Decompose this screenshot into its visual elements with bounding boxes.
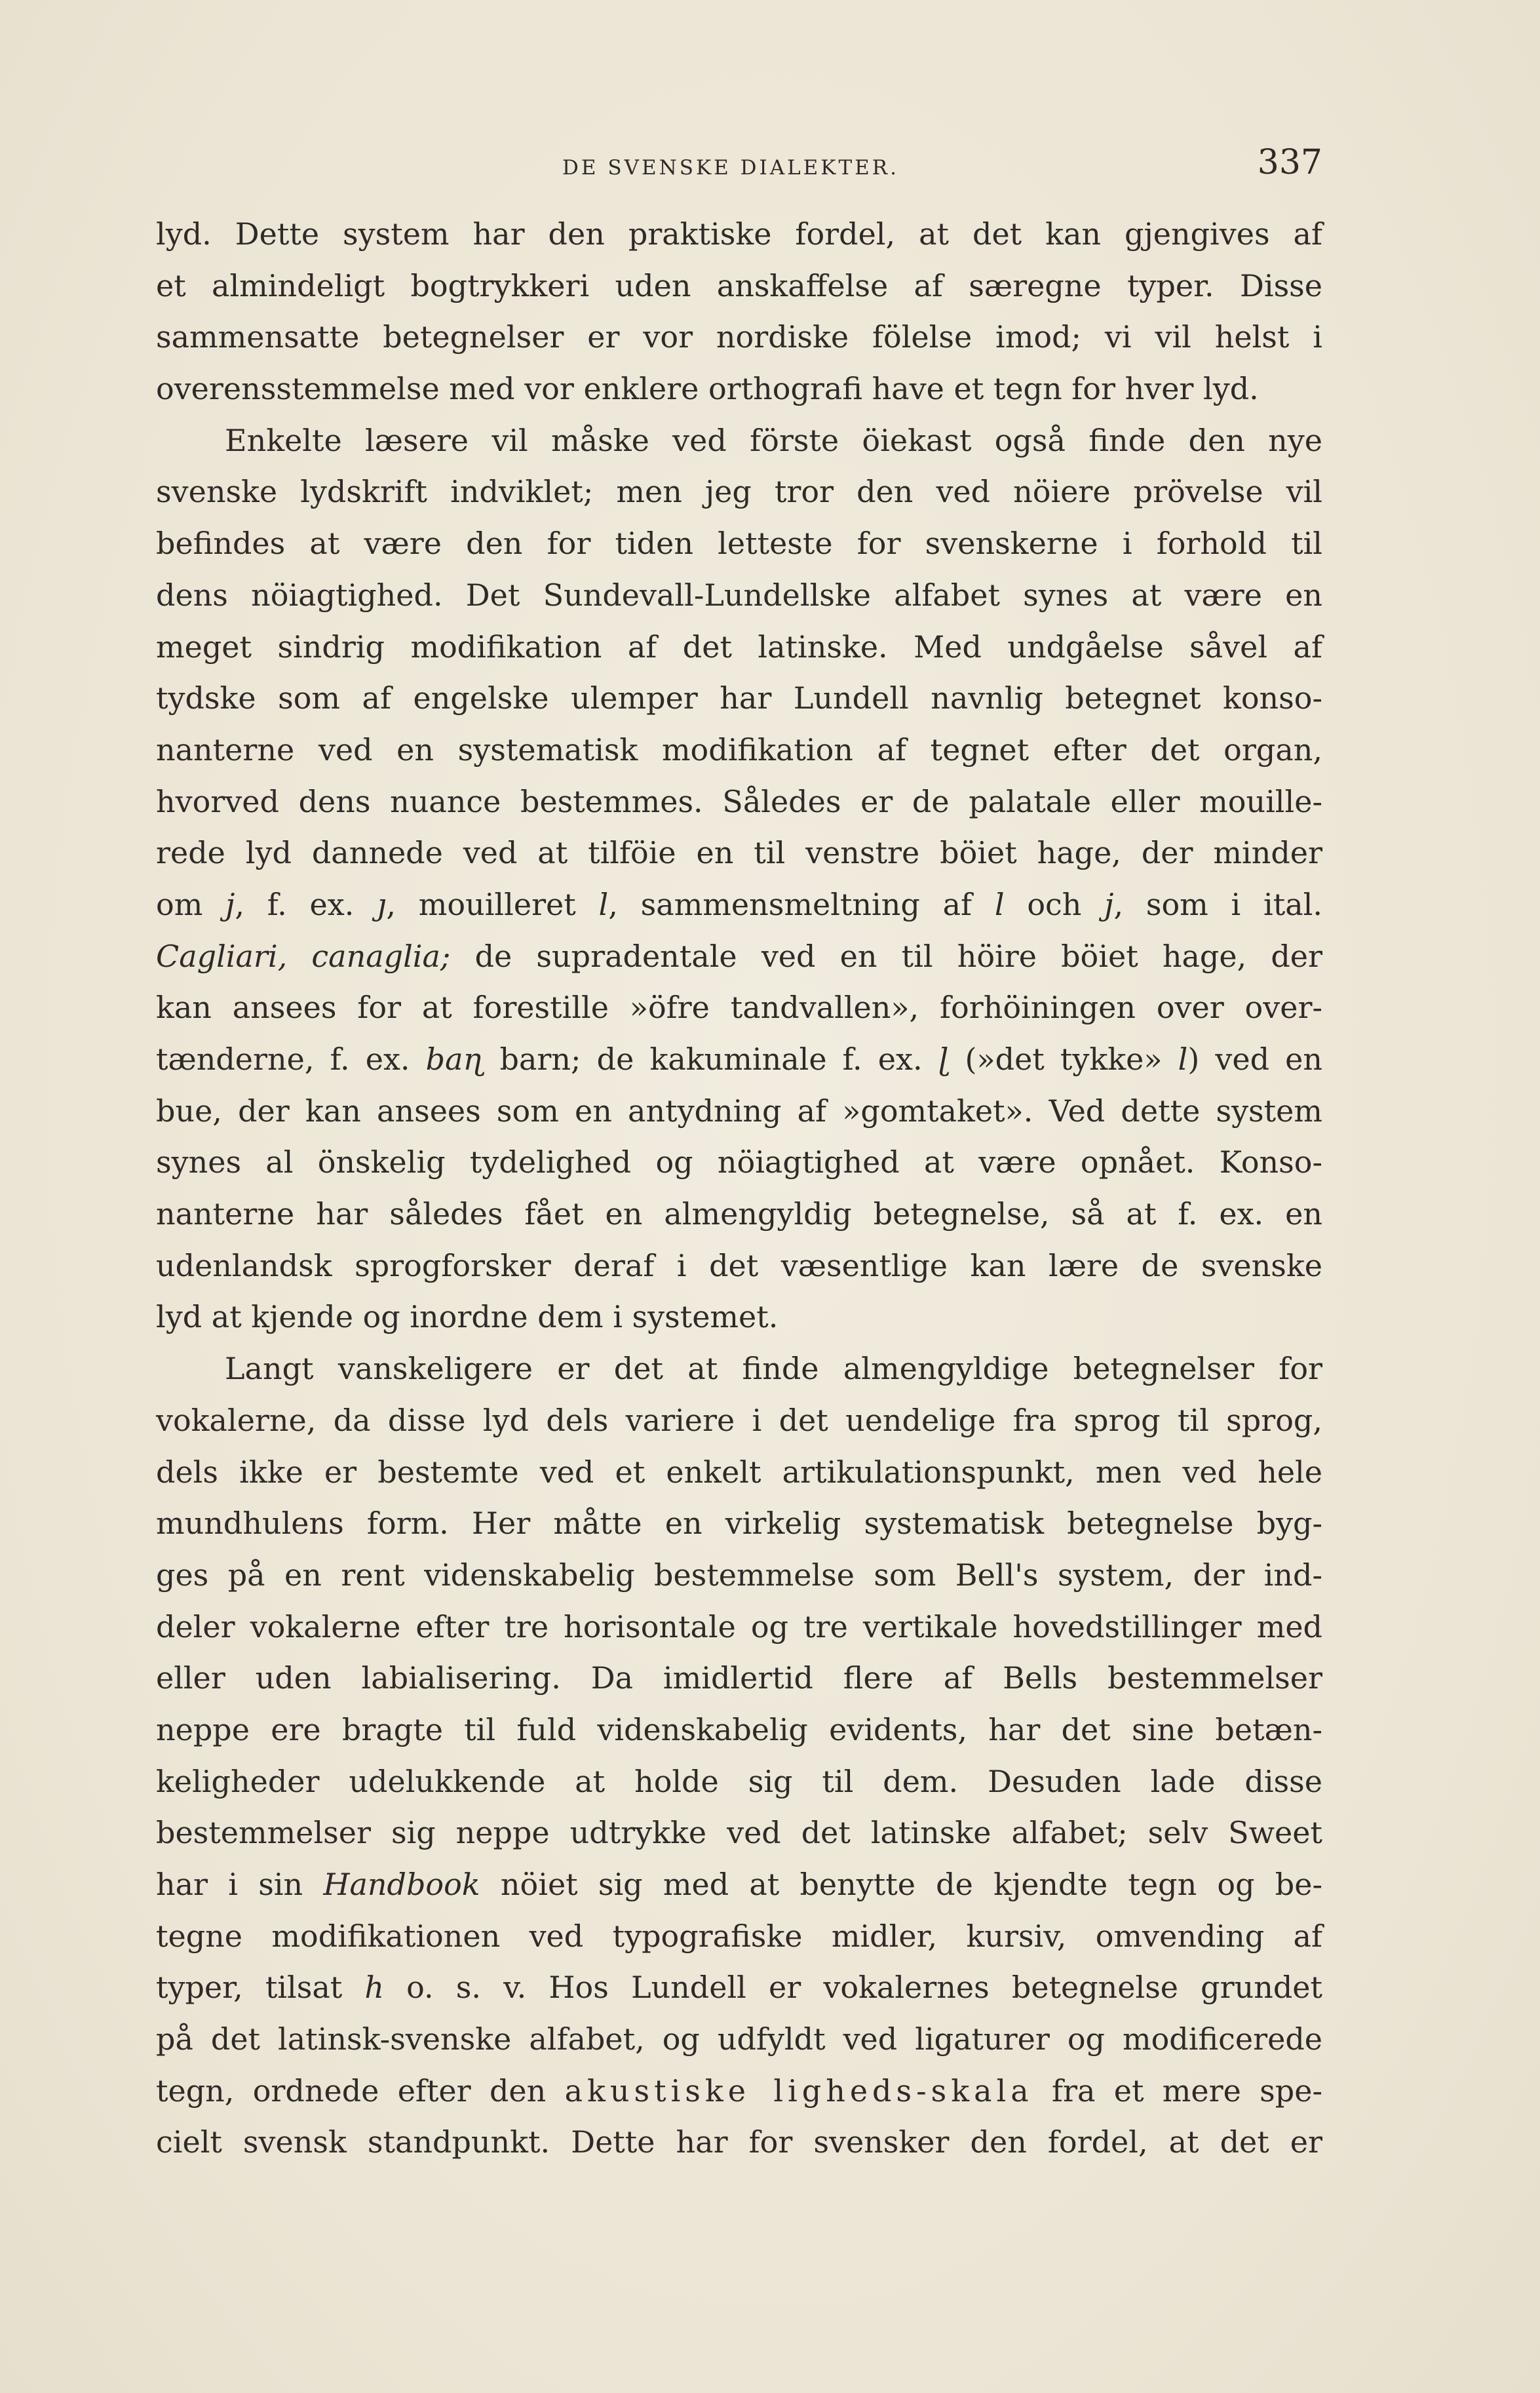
text-fragment: har i sin	[156, 1867, 324, 1902]
text-fragment: tegn, ordnede efter den	[156, 2072, 565, 2109]
text-line: Langt vanskeligere er det at finde almengyldige betegnelser for	[225, 1351, 1322, 1387]
text-fragment: fra et mere spe-	[1033, 2072, 1322, 2109]
text-line	[156, 2065, 1322, 2117]
text-line: Enkelte læsere vil måske ved förste öiekast også finde den nye	[225, 422, 1322, 458]
text-line: kan ansees for at forestille »öfre tandvallen», forhöiningen over over-	[156, 990, 1322, 1026]
italic-letter: j	[1104, 886, 1114, 922]
text-line: nanterne har således fået en almengyldig betegnelse, så at f. ex. en	[156, 1196, 1322, 1232]
text-line: befindes at være den for tiden letteste for svenskerne i forhold til	[156, 526, 1322, 562]
text-fragment: , som i ital.	[1113, 886, 1323, 922]
italic-letter: h	[364, 1970, 385, 2006]
text-line: sammensatte betegnelser er vor nordiske fölelse imod; vi vil helst i	[156, 319, 1322, 355]
text-line: dels ikke er bestemte ved et enkelt artikulationspunkt, men ved hele	[156, 1454, 1322, 1490]
text-fragment: om	[156, 886, 226, 922]
text-line: bue, der kan ansees som en antydning af »gomtaket». Ved dette system	[156, 1093, 1322, 1129]
text-fragment: , mouilleret	[386, 886, 599, 922]
text-line	[156, 1962, 1322, 2014]
text-line: på det latinsk-svenske alfabet, og udfyldt ved ligaturer og modificerede	[156, 2021, 1322, 2057]
text-line	[156, 1859, 1322, 1911]
text-line: cielt svensk standpunkt. Dette har for svensker den fordel, at det er	[156, 2124, 1322, 2160]
text-line: rede lyd dannede ved at tilföie en til venstre böiet hage, der minder	[156, 835, 1322, 871]
italic-letter: ɭ	[938, 1041, 950, 1077]
italic-letter: l	[994, 886, 1005, 922]
text-fragment: de supradentale ved en til höire böiet hage, der	[450, 938, 1322, 974]
text-line: lyd. Dette system har den praktiske fordel, at det kan gjengives af	[156, 216, 1322, 252]
text-fragment: nöiet sig med at benytte de kjendte tegn og be-	[480, 1867, 1323, 1902]
text-fragment: , sammensmeltning af	[608, 886, 995, 922]
text-line: dens nöiagtighed. Det Sundevall-Lundellske alfabet synes at være en	[156, 577, 1322, 613]
page-number: 337	[1257, 143, 1322, 182]
italic-letter: l	[598, 886, 609, 922]
italic-title: Handbook	[323, 1867, 480, 1902]
text-line: nanterne ved en systematisk modifikation af tegnet efter det organ,	[156, 731, 1322, 768]
text-line: vokalerne, da disse lyd dels variere i det uendelige fra sprog til sprog,	[156, 1402, 1322, 1438]
italic-example: baɳ	[425, 1041, 484, 1077]
text-line: meget sindrig modifikation af det latinske. Med undgåelse såvel af	[156, 629, 1322, 665]
text-line: udenlandsk sprogforsker deraf i det væsentlige kan lære de svenske	[156, 1247, 1322, 1283]
text-line: hvorved dens nuance bestemmes. Således er de palatale eller mouille-	[156, 783, 1322, 819]
italic-letter: j	[225, 886, 235, 922]
italic-example: Cagliari, canaglia;	[156, 938, 451, 974]
text-line: mundhulens form. Her måtte en virkelig systematisk betegnelse byg-	[156, 1506, 1322, 1542]
page-header	[156, 136, 1322, 189]
text-line: et almindeligt bogtrykkeri uden anskaffelse af særegne typer. Disse	[156, 267, 1322, 303]
text-line: svenske lydskrift indviklet; men jeg tror den ved nöiere prövelse vil	[156, 474, 1322, 510]
text-line: synes al önskelig tydelighed og nöiagtighed at være opnået. Konso-	[156, 1144, 1322, 1180]
text-line: bestemmelser sig neppe udtrykke ved det latinske alfabet; selv Sweet	[156, 1815, 1322, 1851]
text-line: deler vokalerne efter tre horisontale og tre vertikale hovedstillinger med	[156, 1608, 1322, 1644]
text-fragment: typer, tilsat	[156, 1970, 365, 2006]
text-line	[156, 879, 1322, 931]
running-title: DE SVENSKE DIALEKTER.	[562, 156, 899, 180]
text-line	[156, 931, 1322, 982]
italic-letter: ȷ	[377, 886, 387, 922]
text-line: ges på en rent videnskabelig bestemmelse som Bell's system, der ind-	[156, 1557, 1322, 1593]
text-fragment: ) ved en	[1187, 1041, 1323, 1077]
text-fragment: (»det tykke»	[949, 1041, 1178, 1077]
text-line: overensstemmelse med vor enklere orthografi have et tegn for hver lyd.	[156, 371, 1259, 407]
text-line: neppe ere bragte til fuld videnskabelig evidents, har det sine betæn-	[156, 1711, 1322, 1747]
text-line: tydske som af engelske ulemper har Lundell navnlig betegnet konso-	[156, 680, 1322, 716]
text-line: keligheder udelukkende at holde sig til dem. Desuden lade disse	[156, 1763, 1322, 1799]
italic-letter: l	[1178, 1041, 1188, 1077]
text-line: tegne modifikationen ved typografiske midler, kursiv, omvending af	[156, 1918, 1322, 1954]
text-fragment: , f. ex.	[235, 886, 377, 922]
text-fragment: och	[1004, 886, 1105, 922]
text-line	[156, 1034, 1322, 1085]
text-fragment: o. s. v. Hos Lundell er vokalernes betegnelse grundet	[384, 1970, 1323, 2006]
spaced-term: akustiske ligheds-skala	[564, 2072, 1033, 2109]
text-fragment: barn; de kakuminale f. ex.	[484, 1041, 938, 1077]
text-line: lyd at kjende og inordne dem i systemet.	[156, 1299, 779, 1335]
text-fragment: tænderne, f. ex.	[156, 1041, 426, 1077]
text-line: eller uden labialisering. Da imidlertid flere af Bells bestemmelser	[156, 1660, 1322, 1696]
body-text	[156, 208, 1322, 2168]
